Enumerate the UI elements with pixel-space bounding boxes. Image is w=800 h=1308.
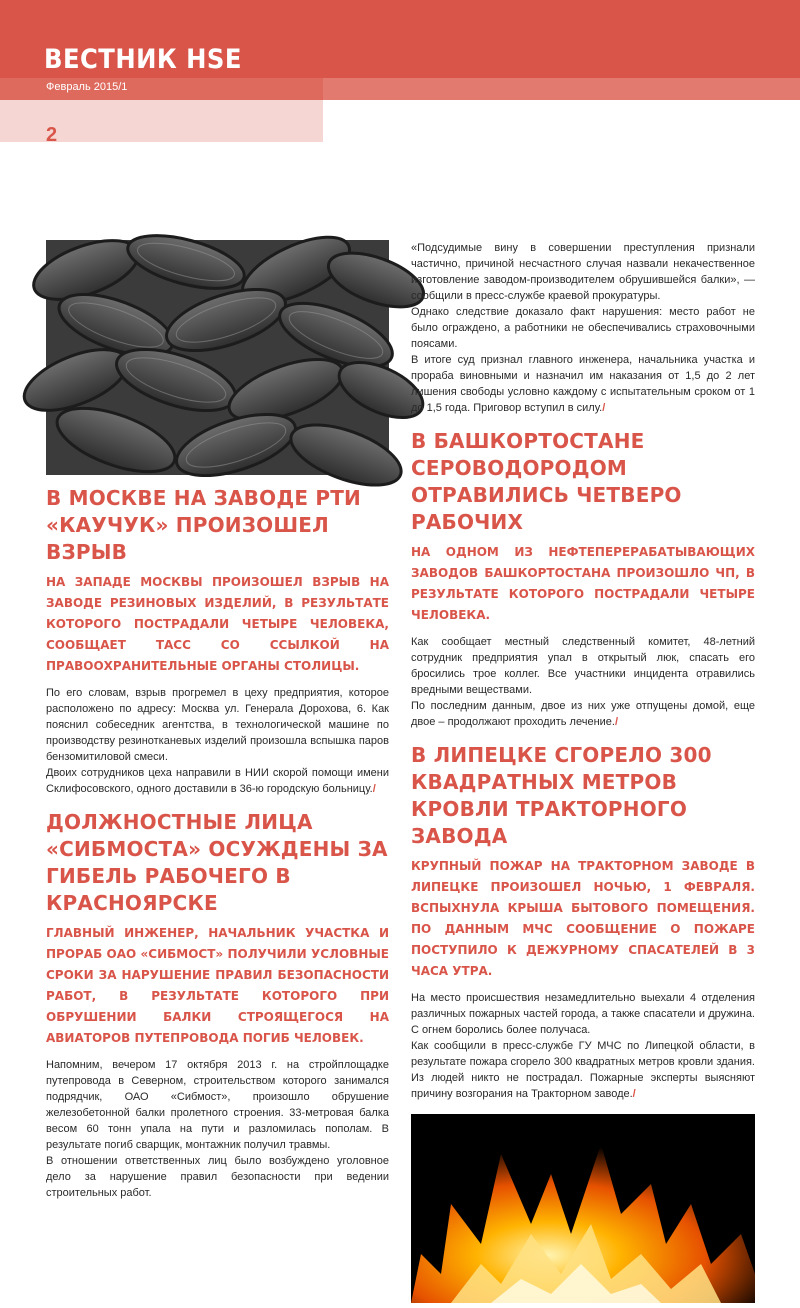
article-2-paragraph: Однако следствие доказало факт нарушения: место работ не было ограждено, а работники не обеспечивались страховочными поясами.: [411, 306, 755, 350]
article-1-lead: НА ЗАПАДЕ МОСКВЫ ПРОИЗОШЕЛ ВЗРЫВ НА ЗАВОДЕ РЕЗИНОВЫХ ИЗДЕЛИЙ, В РЕЗУЛЬТАТЕ КОТОРОГО ПОСТРАДАЛИ ЧЕТЫРЕ ЧЕЛОВЕКА, СООБЩАЕТ ТАСС СО ССЫЛКОЙ НА ПРАВООХРАНИТЕЛЬНЫЕ ОРГАНЫ СТОЛИЦЫ.: [46, 575, 389, 673]
article-2-paragraph: В отношении ответственных лиц было возбуждено уголовное дело за нарушение правил безопасности при ведении строительных работ.: [46, 1155, 389, 1199]
article-2-paragraph: В итоге суд признал главного инженера, начальника участка и прораба виновными и назначил им наказания от 1,5 до 2 лет лишения свободы условно каждому с испытательным сроком от 1 до 1,5 года. Приговор вступил в силу./: [411, 354, 755, 414]
article-4-paragraph: Как сообщили в пресс-службе ГУ МЧС по Липецкой области, в результате пожара сгорело 300 квадратных метров кровли здания. Из людей никто не пострадал. Пожарные эксперты выясняют причину возгорания на Тракторном заводе./: [411, 1040, 755, 1100]
right-column: [411, 240, 755, 1303]
article-1-paragraph: Двоих сотрудников цеха направили в НИИ скорой помощи имени Склифосовского, одного доставили в 36-ю городскую больницу./: [46, 767, 389, 795]
article-2-title: ДОЛЖНОСТНЫЕ ЛИЦА «СИБМОСТА» ОСУЖДЕНЫ ЗА ГИБЕЛЬ РАБОЧЕГО В КРАСНОЯРСКЕ: [46, 810, 388, 915]
article-2-lead: ГЛАВНЫЙ ИНЖЕНЕР, НАЧАЛЬНИК УЧАСТКА И ПРОРАБ ОАО «СИБМОСТ» ПОЛУЧИЛИ УСЛОВНЫЕ СРОКИ ЗА НАРУШЕНИЕ ПРАВИЛ БЕЗОПАСНОСТИ РАБОТ, В РЕЗУЛЬТАТЕ КОТОРОГО ПРИ ОБРУШЕНИИ БАЛКИ СТРОЯЩЕГОСЯ НА АВИАТОРОВ ПУТЕПРОВОДА ПОГИБ ЧЕЛОВЕК.: [46, 926, 389, 1045]
article-2-body: [46, 1057, 389, 1199]
article-3-body: [411, 634, 755, 730]
end-mark: /: [602, 402, 606, 414]
fire-image: [411, 1114, 755, 1303]
issue-date: Февраль 2015/1: [46, 81, 128, 93]
article-4-body: [411, 990, 755, 1102]
tires-image: [46, 240, 389, 475]
end-mark: /: [372, 783, 376, 795]
article-1-title: В МОСКВЕ НА ЗАВОДЕ РТИ «КАУЧУК» ПРОИЗОШЕЛ ВЗРЫВ: [46, 486, 361, 564]
article-4-title: В ЛИПЕЦКЕ СГОРЕЛО 300 КВАДРАТНЫХ МЕТРОВ КРОВЛИ ТРАКТОРНОГО ЗАВОДА: [411, 743, 712, 848]
header-accent-strip: [323, 78, 800, 100]
article-4-lead: КРУПНЫЙ ПОЖАР НА ТРАКТОРНОМ ЗАВОДЕ В ЛИПЕЦКЕ ПРОИЗОШЕЛ НОЧЬЮ, 1 ФЕВРАЛЯ. ВСПЫХНУЛА КРЫША БЫТОВОГО ПОМЕЩЕНИЯ. ПО ДАННЫМ МЧС СООБЩЕНИЕ О ПОЖАРЕ ПОСТУПИЛО К ДЕЖУРНОМУ СПАСАТЕЛЕЙ В 3 ЧАСА УТРА.: [411, 859, 755, 978]
fire-photo: [411, 1114, 755, 1303]
article-3-paragraph: По последним данным, двое из них уже отпущены домой, еще двое – продолжают проходить лечение./: [411, 700, 755, 728]
article-4-paragraph: На место происшествия незамедлительно выехали 4 отделения различных пожарных частей города, а также спасатели и дружина. С огнем боролись более получаса.: [411, 992, 755, 1036]
end-mark: /: [614, 716, 619, 728]
magazine-title: ВЕСТНИК HSE: [44, 44, 242, 75]
article-2-paragraph: Напомним, вечером 17 октября 2013 г. на стройплощадке путепровода в Северном, строительством которого занимался подрядчик, ОАО «Сибмост», произошло обрушение железобетонной балки пролетного строения. 33-метровая балка весом 60 тонн упала на пути и разломилась пополам. В результате погиб сварщик, монтажник получил травмы.: [46, 1059, 389, 1151]
article-2-body-continued: [411, 240, 755, 416]
end-mark: /: [632, 1088, 636, 1100]
article-1-body: [46, 685, 389, 797]
tires-photo: [46, 240, 389, 475]
page-number: 2: [46, 124, 58, 146]
article-3-title: В БАШКОРТОСТАНЕ СЕРОВОДОРОДОМ ОТРАВИЛИСЬ ЧЕТВЕРО РАБОЧИХ: [411, 429, 682, 534]
article-3-lead: НА ОДНОМ ИЗ НЕФТЕПЕРЕРАБАТЫВАЮЩИХ ЗАВОДОВ БАШКОРТОСТАНА ПРОИЗОШЛО ЧП, В РЕЗУЛЬТАТЕ КОТОРОГО ПОСТРАДАЛИ ЧЕТЫРЕ ЧЕЛОВЕКА.: [411, 545, 755, 622]
article-3-paragraph: Как сообщает местный следственный комитет, 48-летний сотрудник предприятия упал в открытый люк, спасать его бросились трое коллег. Все участники инцидента отравились вредными веществами.: [411, 636, 755, 696]
article-1-paragraph: По его словам, взрыв прогремел в цеху предприятия, которое расположено по адресу: Москва ул. Генерала Дорохова, 6. Как пояснил собеседник агентства, в технологической машине по производству резинотканевых изделий произошла вспышка паров бензомитиловой смеси.: [46, 687, 389, 763]
article-2-paragraph: «Подсудимые вину в совершении преступления признали частично, причиной несчастного случая назвали некачественное изготовление заводом-производителем обрушившейся балки», — сообщили в пресс-службе краевой прокуратуры.: [411, 242, 755, 302]
left-column: [46, 240, 389, 1199]
